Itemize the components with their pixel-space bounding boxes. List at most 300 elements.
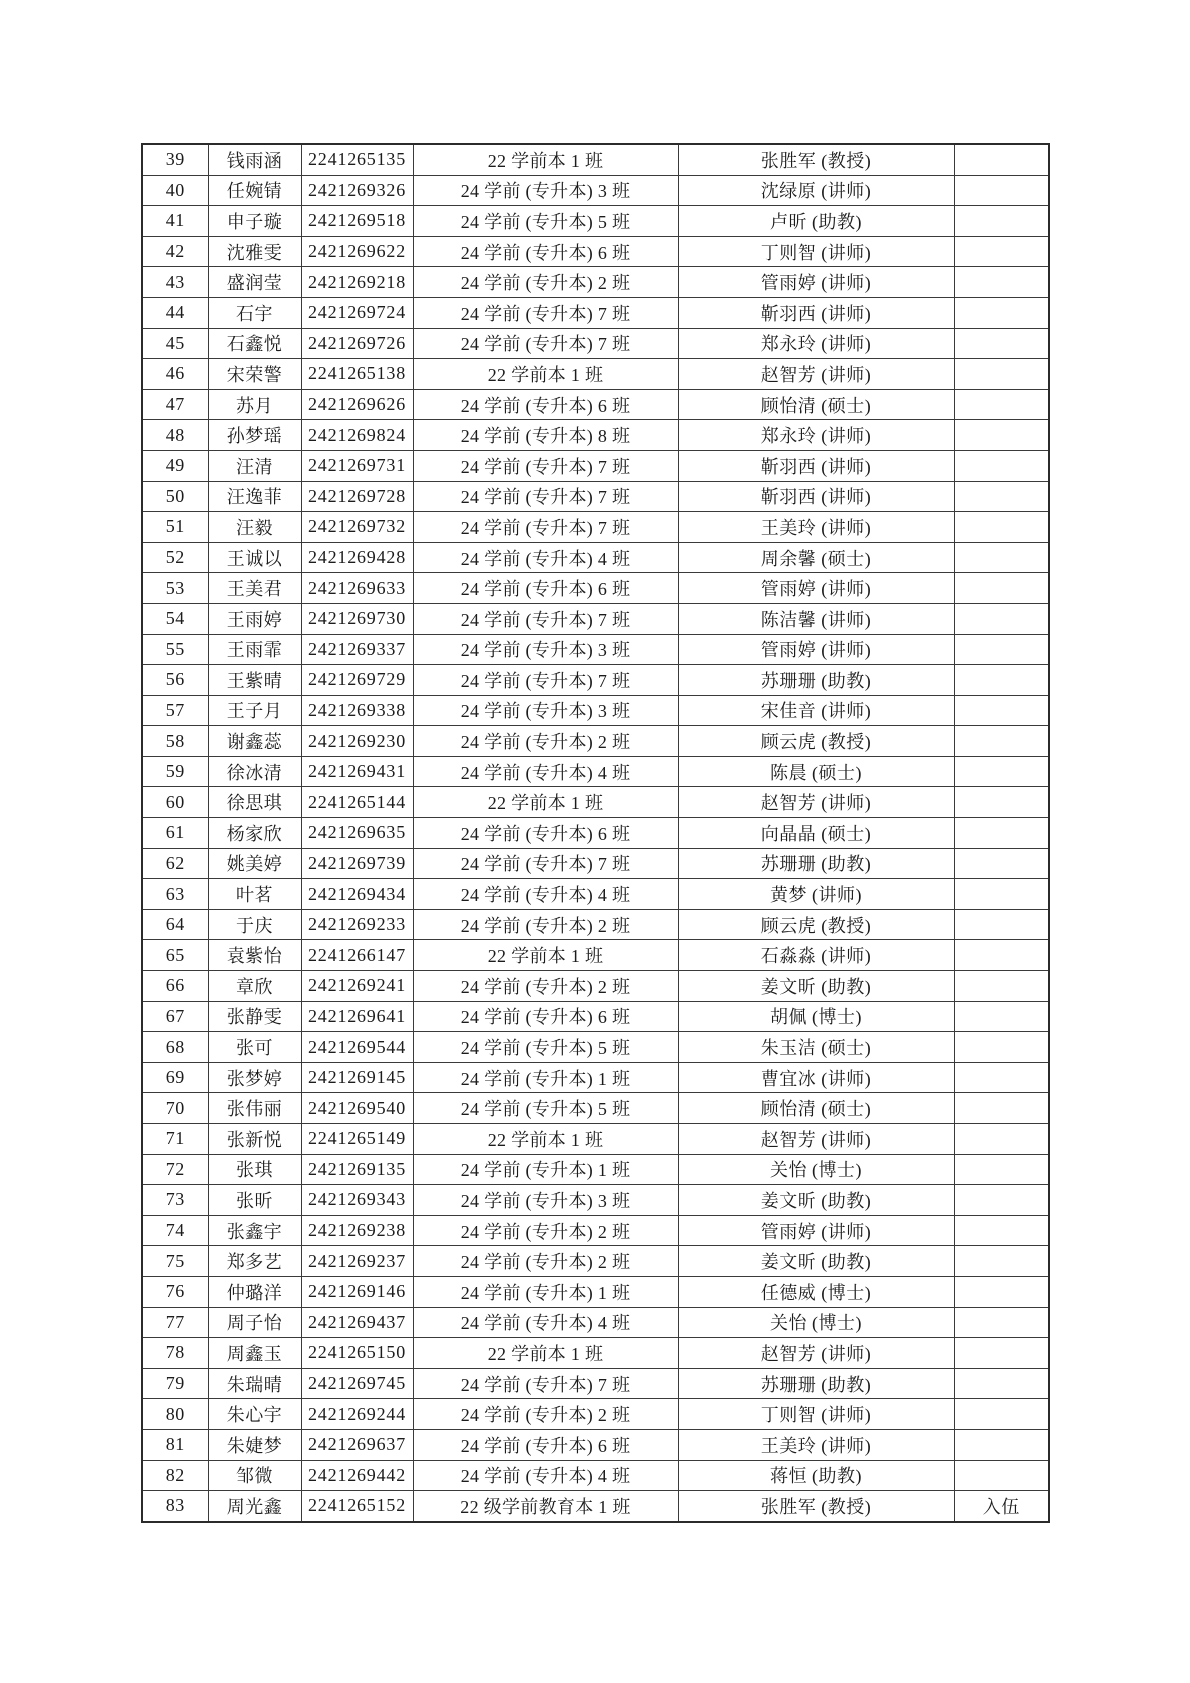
table-row: [142, 359, 1049, 390]
cell-advisor: 姜文昕 (助教): [678, 1246, 954, 1277]
cell-student-id: 2421269326: [301, 175, 413, 206]
table-row: [142, 1460, 1049, 1491]
cell-name: 杨家欣: [208, 818, 301, 849]
cell-advisor: 靳羽西 (讲师): [678, 481, 954, 512]
cell-name: 张琪: [208, 1154, 301, 1185]
cell-advisor: 顾云虎 (教授): [678, 726, 954, 757]
table-row: [142, 909, 1049, 940]
table-row: [142, 1001, 1049, 1032]
cell-no: 46: [142, 359, 208, 390]
cell-name: 谢鑫蕊: [208, 726, 301, 757]
cell-name: 盛润莹: [208, 267, 301, 298]
cell-name: 邹微: [208, 1460, 301, 1491]
cell-student-id: 2421269237: [301, 1246, 413, 1277]
cell-student-id: 2421269230: [301, 726, 413, 757]
cell-class: 24 学前 (专升本) 6 班: [413, 1429, 678, 1460]
cell-no: 53: [142, 573, 208, 604]
cell-student-id: 2421269518: [301, 206, 413, 237]
cell-name: 王诚以: [208, 542, 301, 573]
cell-class: 24 学前 (专升本) 7 班: [413, 848, 678, 879]
cell-student-id: 2421269145: [301, 1062, 413, 1093]
cell-advisor: 关怡 (博士): [678, 1154, 954, 1185]
cell-remark: [954, 1429, 1049, 1460]
cell-no: 50: [142, 481, 208, 512]
cell-advisor: 陈晨 (硕士): [678, 756, 954, 787]
cell-remark: [954, 1276, 1049, 1307]
cell-no: 42: [142, 236, 208, 267]
cell-no: 65: [142, 940, 208, 971]
cell-advisor: 姜文昕 (助教): [678, 1185, 954, 1216]
cell-class: 24 学前 (专升本) 2 班: [413, 971, 678, 1002]
cell-name: 任婉锖: [208, 175, 301, 206]
cell-advisor: 靳羽西 (讲师): [678, 450, 954, 481]
cell-name: 张新悦: [208, 1124, 301, 1155]
table-row: [142, 1491, 1049, 1522]
table-row: [142, 328, 1049, 359]
cell-no: 59: [142, 756, 208, 787]
cell-remark: [954, 818, 1049, 849]
cell-no: 79: [142, 1368, 208, 1399]
cell-remark: [954, 481, 1049, 512]
cell-no: 77: [142, 1307, 208, 1338]
cell-no: 49: [142, 450, 208, 481]
cell-student-id: 2421269244: [301, 1399, 413, 1430]
cell-name: 周子怡: [208, 1307, 301, 1338]
cell-student-id: 2241265138: [301, 359, 413, 390]
cell-name: 王雨霏: [208, 634, 301, 665]
table-row: [142, 297, 1049, 328]
cell-no: 68: [142, 1032, 208, 1063]
cell-remark: [954, 450, 1049, 481]
table-row: [142, 1154, 1049, 1185]
table-row: [142, 634, 1049, 665]
cell-name: 申子璇: [208, 206, 301, 237]
cell-advisor: 赵智芳 (讲师): [678, 359, 954, 390]
cell-remark: [954, 1368, 1049, 1399]
cell-remark: [954, 175, 1049, 206]
cell-no: 45: [142, 328, 208, 359]
cell-class: 24 学前 (专升本) 6 班: [413, 1001, 678, 1032]
cell-remark: [954, 1246, 1049, 1277]
table-row: [142, 1276, 1049, 1307]
table-row: [142, 787, 1049, 818]
table-row: [142, 848, 1049, 879]
cell-class: 24 学前 (专升本) 1 班: [413, 1062, 678, 1093]
cell-no: 81: [142, 1429, 208, 1460]
cell-no: 78: [142, 1338, 208, 1369]
table-row: [142, 1429, 1049, 1460]
cell-advisor: 胡佩 (博士): [678, 1001, 954, 1032]
cell-student-id: 2241266147: [301, 940, 413, 971]
cell-class: 24 学前 (专升本) 6 班: [413, 389, 678, 420]
cell-no: 75: [142, 1246, 208, 1277]
cell-no: 62: [142, 848, 208, 879]
cell-student-id: 2241265144: [301, 787, 413, 818]
cell-name: 于庆: [208, 909, 301, 940]
table-row: [142, 1215, 1049, 1246]
cell-class: 22 学前本 1 班: [413, 940, 678, 971]
cell-remark: [954, 940, 1049, 971]
cell-advisor: 赵智芳 (讲师): [678, 1124, 954, 1155]
table-row: [142, 481, 1049, 512]
cell-student-id: 2421269337: [301, 634, 413, 665]
cell-class: 24 学前 (专升本) 4 班: [413, 756, 678, 787]
cell-class: 24 学前 (专升本) 7 班: [413, 1368, 678, 1399]
cell-no: 70: [142, 1093, 208, 1124]
table-row: [142, 1185, 1049, 1216]
cell-advisor: 陈洁馨 (讲师): [678, 603, 954, 634]
cell-class: 24 学前 (专升本) 2 班: [413, 1215, 678, 1246]
cell-class: 24 学前 (专升本) 4 班: [413, 1460, 678, 1491]
cell-advisor: 张胜军 (教授): [678, 144, 954, 175]
cell-remark: [954, 665, 1049, 696]
cell-advisor: 靳羽西 (讲师): [678, 297, 954, 328]
table-row: [142, 940, 1049, 971]
cell-remark: [954, 695, 1049, 726]
cell-name: 张鑫宇: [208, 1215, 301, 1246]
cell-remark: [954, 542, 1049, 573]
cell-student-id: 2241265152: [301, 1491, 413, 1522]
cell-no: 71: [142, 1124, 208, 1155]
cell-no: 63: [142, 879, 208, 910]
cell-class: 22 学前本 1 班: [413, 359, 678, 390]
cell-student-id: 2421269626: [301, 389, 413, 420]
cell-student-id: 2421269343: [301, 1185, 413, 1216]
cell-class: 24 学前 (专升本) 4 班: [413, 542, 678, 573]
cell-name: 张可: [208, 1032, 301, 1063]
table-row: [142, 512, 1049, 543]
cell-advisor: 关怡 (博士): [678, 1307, 954, 1338]
cell-remark: [954, 573, 1049, 604]
table-row: [142, 206, 1049, 237]
cell-advisor: 管雨婷 (讲师): [678, 573, 954, 604]
cell-student-id: 2421269724: [301, 297, 413, 328]
cell-name: 叶茗: [208, 879, 301, 910]
table-row: [142, 420, 1049, 451]
cell-no: 66: [142, 971, 208, 1002]
cell-student-id: 2421269641: [301, 1001, 413, 1032]
table-row: [142, 1093, 1049, 1124]
cell-advisor: 蒋恒 (助教): [678, 1460, 954, 1491]
cell-remark: [954, 1001, 1049, 1032]
table-row: [142, 236, 1049, 267]
cell-name: 仲璐洋: [208, 1276, 301, 1307]
cell-class: 24 学前 (专升本) 5 班: [413, 1093, 678, 1124]
cell-class: 24 学前 (专升本) 2 班: [413, 267, 678, 298]
cell-student-id: 2421269730: [301, 603, 413, 634]
table-row: [142, 756, 1049, 787]
cell-class: 22 学前本 1 班: [413, 144, 678, 175]
cell-class: 24 学前 (专升本) 8 班: [413, 420, 678, 451]
cell-advisor: 郑永玲 (讲师): [678, 420, 954, 451]
cell-advisor: 赵智芳 (讲师): [678, 787, 954, 818]
cell-no: 51: [142, 512, 208, 543]
cell-class: 24 学前 (专升本) 4 班: [413, 879, 678, 910]
cell-name: 朱瑞晴: [208, 1368, 301, 1399]
cell-name: 王紫晴: [208, 665, 301, 696]
cell-remark: [954, 848, 1049, 879]
cell-name: 沈雅雯: [208, 236, 301, 267]
cell-student-id: 2421269434: [301, 879, 413, 910]
cell-remark: [954, 1307, 1049, 1338]
cell-advisor: 顾云虎 (教授): [678, 909, 954, 940]
cell-student-id: 2421269824: [301, 420, 413, 451]
cell-student-id: 2421269437: [301, 1307, 413, 1338]
cell-advisor: 石淼淼 (讲师): [678, 940, 954, 971]
cell-class: 24 学前 (专升本) 2 班: [413, 1246, 678, 1277]
cell-student-id: 2241265149: [301, 1124, 413, 1155]
cell-remark: [954, 420, 1049, 451]
cell-class: 24 学前 (专升本) 7 班: [413, 450, 678, 481]
cell-class: 24 学前 (专升本) 3 班: [413, 634, 678, 665]
cell-no: 83: [142, 1491, 208, 1522]
cell-remark: [954, 1215, 1049, 1246]
cell-student-id: 2421269135: [301, 1154, 413, 1185]
cell-remark: [954, 787, 1049, 818]
cell-name: 石鑫悦: [208, 328, 301, 359]
cell-no: 67: [142, 1001, 208, 1032]
cell-name: 汪清: [208, 450, 301, 481]
cell-student-id: 2421269233: [301, 909, 413, 940]
cell-student-id: 2241265135: [301, 144, 413, 175]
table-row: [142, 1062, 1049, 1093]
cell-name: 石宇: [208, 297, 301, 328]
cell-no: 41: [142, 206, 208, 237]
cell-student-id: 2421269544: [301, 1032, 413, 1063]
cell-student-id: 2421269635: [301, 818, 413, 849]
cell-remark: [954, 512, 1049, 543]
cell-name: 宋荣警: [208, 359, 301, 390]
cell-no: 54: [142, 603, 208, 634]
table-row: [142, 1338, 1049, 1369]
cell-no: 74: [142, 1215, 208, 1246]
cell-remark: [954, 756, 1049, 787]
cell-class: 22 级学前教育本 1 班: [413, 1491, 678, 1522]
cell-advisor: 管雨婷 (讲师): [678, 634, 954, 665]
cell-advisor: 顾怡清 (硕士): [678, 1093, 954, 1124]
cell-class: 22 学前本 1 班: [413, 787, 678, 818]
cell-remark: [954, 1399, 1049, 1430]
cell-advisor: 张胜军 (教授): [678, 1491, 954, 1522]
cell-class: 24 学前 (专升本) 7 班: [413, 603, 678, 634]
cell-remark: [954, 971, 1049, 1002]
table-row: [142, 450, 1049, 481]
cell-advisor: 苏珊珊 (助教): [678, 848, 954, 879]
table-row: [142, 879, 1049, 910]
cell-student-id: 2421269540: [301, 1093, 413, 1124]
cell-name: 朱心宇: [208, 1399, 301, 1430]
cell-class: 24 学前 (专升本) 6 班: [413, 818, 678, 849]
cell-name: 张昕: [208, 1185, 301, 1216]
cell-advisor: 卢昕 (助教): [678, 206, 954, 237]
table-row: [142, 1399, 1049, 1430]
student-roster-table: [141, 143, 1050, 1523]
cell-advisor: 赵智芳 (讲师): [678, 1338, 954, 1369]
cell-class: 24 学前 (专升本) 6 班: [413, 573, 678, 604]
cell-no: 64: [142, 909, 208, 940]
cell-class: 24 学前 (专升本) 2 班: [413, 1399, 678, 1430]
cell-no: 61: [142, 818, 208, 849]
cell-student-id: 2421269428: [301, 542, 413, 573]
cell-advisor: 王美玲 (讲师): [678, 512, 954, 543]
cell-remark: [954, 1338, 1049, 1369]
cell-advisor: 周余馨 (硕士): [678, 542, 954, 573]
cell-remark: [954, 236, 1049, 267]
cell-student-id: 2421269633: [301, 573, 413, 604]
table-row: [142, 1124, 1049, 1155]
cell-student-id: 2421269442: [301, 1460, 413, 1491]
table-row: [142, 573, 1049, 604]
cell-class: 24 学前 (专升本) 5 班: [413, 206, 678, 237]
cell-student-id: 2421269338: [301, 695, 413, 726]
table-row: [142, 144, 1049, 175]
cell-remark: [954, 1154, 1049, 1185]
cell-advisor: 丁则智 (讲师): [678, 1399, 954, 1430]
cell-remark: [954, 634, 1049, 665]
cell-student-id: 2421269732: [301, 512, 413, 543]
cell-remark: [954, 1032, 1049, 1063]
cell-advisor: 郑永玲 (讲师): [678, 328, 954, 359]
table-row: [142, 389, 1049, 420]
cell-class: 24 学前 (专升本) 7 班: [413, 328, 678, 359]
cell-advisor: 王美玲 (讲师): [678, 1429, 954, 1460]
cell-name: 张伟丽: [208, 1093, 301, 1124]
cell-class: 24 学前 (专升本) 2 班: [413, 726, 678, 757]
cell-name: 张梦婷: [208, 1062, 301, 1093]
cell-no: 72: [142, 1154, 208, 1185]
cell-name: 周光鑫: [208, 1491, 301, 1522]
table-row: [142, 818, 1049, 849]
cell-student-id: 2421269431: [301, 756, 413, 787]
cell-name: 苏月: [208, 389, 301, 420]
cell-class: 24 学前 (专升本) 5 班: [413, 1032, 678, 1063]
cell-no: 73: [142, 1185, 208, 1216]
cell-no: 80: [142, 1399, 208, 1430]
cell-remark: [954, 909, 1049, 940]
cell-no: 44: [142, 297, 208, 328]
cell-student-id: 2421269241: [301, 971, 413, 1002]
cell-class: 24 学前 (专升本) 7 班: [413, 297, 678, 328]
cell-advisor: 沈绿原 (讲师): [678, 175, 954, 206]
cell-remark: [954, 1124, 1049, 1155]
cell-advisor: 苏珊珊 (助教): [678, 665, 954, 696]
cell-advisor: 管雨婷 (讲师): [678, 1215, 954, 1246]
table-row: [142, 603, 1049, 634]
table-row: [142, 267, 1049, 298]
cell-class: 24 学前 (专升本) 4 班: [413, 1307, 678, 1338]
cell-no: 48: [142, 420, 208, 451]
cell-student-id: 2421269238: [301, 1215, 413, 1246]
cell-remark: [954, 1062, 1049, 1093]
cell-no: 57: [142, 695, 208, 726]
cell-name: 汪逸菲: [208, 481, 301, 512]
cell-advisor: 苏珊珊 (助教): [678, 1368, 954, 1399]
cell-remark: [954, 206, 1049, 237]
cell-no: 47: [142, 389, 208, 420]
cell-name: 姚美婷: [208, 848, 301, 879]
cell-class: 24 学前 (专升本) 3 班: [413, 175, 678, 206]
cell-name: 郑多艺: [208, 1246, 301, 1277]
cell-student-id: 2421269731: [301, 450, 413, 481]
cell-class: 24 学前 (专升本) 6 班: [413, 236, 678, 267]
cell-name: 汪毅: [208, 512, 301, 543]
cell-student-id: 2421269637: [301, 1429, 413, 1460]
cell-student-id: 2421269622: [301, 236, 413, 267]
cell-no: 58: [142, 726, 208, 757]
cell-name: 徐思琪: [208, 787, 301, 818]
table-row: [142, 726, 1049, 757]
cell-no: 52: [142, 542, 208, 573]
student-table-body: [142, 144, 1049, 1522]
cell-remark: [954, 359, 1049, 390]
cell-no: 82: [142, 1460, 208, 1491]
cell-name: 徐冰清: [208, 756, 301, 787]
cell-name: 周鑫玉: [208, 1338, 301, 1369]
cell-student-id: 2421269745: [301, 1368, 413, 1399]
cell-class: 24 学前 (专升本) 7 班: [413, 481, 678, 512]
cell-advisor: 丁则智 (讲师): [678, 236, 954, 267]
table-row: [142, 1246, 1049, 1277]
cell-class: 24 学前 (专升本) 3 班: [413, 1185, 678, 1216]
cell-student-id: 2241265150: [301, 1338, 413, 1369]
cell-advisor: 黄梦 (讲师): [678, 879, 954, 910]
cell-name: 钱雨涵: [208, 144, 301, 175]
cell-class: 22 学前本 1 班: [413, 1338, 678, 1369]
table-row: [142, 1032, 1049, 1063]
cell-name: 王子月: [208, 695, 301, 726]
cell-student-id: 2421269739: [301, 848, 413, 879]
table-row: [142, 1368, 1049, 1399]
cell-name: 王雨婷: [208, 603, 301, 634]
cell-advisor: 向晶晶 (硕士): [678, 818, 954, 849]
table-row: [142, 665, 1049, 696]
cell-no: 69: [142, 1062, 208, 1093]
table-row: [142, 971, 1049, 1002]
cell-class: 24 学前 (专升本) 2 班: [413, 909, 678, 940]
cell-name: 章欣: [208, 971, 301, 1002]
cell-remark: [954, 267, 1049, 298]
cell-advisor: 任德威 (博士): [678, 1276, 954, 1307]
cell-no: 55: [142, 634, 208, 665]
cell-class: 24 学前 (专升本) 3 班: [413, 695, 678, 726]
cell-no: 56: [142, 665, 208, 696]
cell-no: 76: [142, 1276, 208, 1307]
cell-remark: [954, 1460, 1049, 1491]
cell-class: 24 学前 (专升本) 1 班: [413, 1154, 678, 1185]
cell-no: 39: [142, 144, 208, 175]
table-row: [142, 542, 1049, 573]
cell-no: 40: [142, 175, 208, 206]
cell-advisor: 管雨婷 (讲师): [678, 267, 954, 298]
cell-name: 孙梦瑶: [208, 420, 301, 451]
cell-remark: [954, 879, 1049, 910]
table-row: [142, 695, 1049, 726]
cell-class: 24 学前 (专升本) 1 班: [413, 1276, 678, 1307]
cell-name: 张静雯: [208, 1001, 301, 1032]
cell-class: 22 学前本 1 班: [413, 1124, 678, 1155]
cell-remark: [954, 1093, 1049, 1124]
cell-advisor: 顾怡清 (硕士): [678, 389, 954, 420]
cell-remark: 入伍: [954, 1491, 1049, 1522]
cell-class: 24 学前 (专升本) 7 班: [413, 512, 678, 543]
cell-remark: [954, 603, 1049, 634]
cell-student-id: 2421269146: [301, 1276, 413, 1307]
cell-remark: [954, 1185, 1049, 1216]
cell-remark: [954, 726, 1049, 757]
cell-advisor: 曹宜冰 (讲师): [678, 1062, 954, 1093]
cell-advisor: 宋佳音 (讲师): [678, 695, 954, 726]
cell-student-id: 2421269728: [301, 481, 413, 512]
